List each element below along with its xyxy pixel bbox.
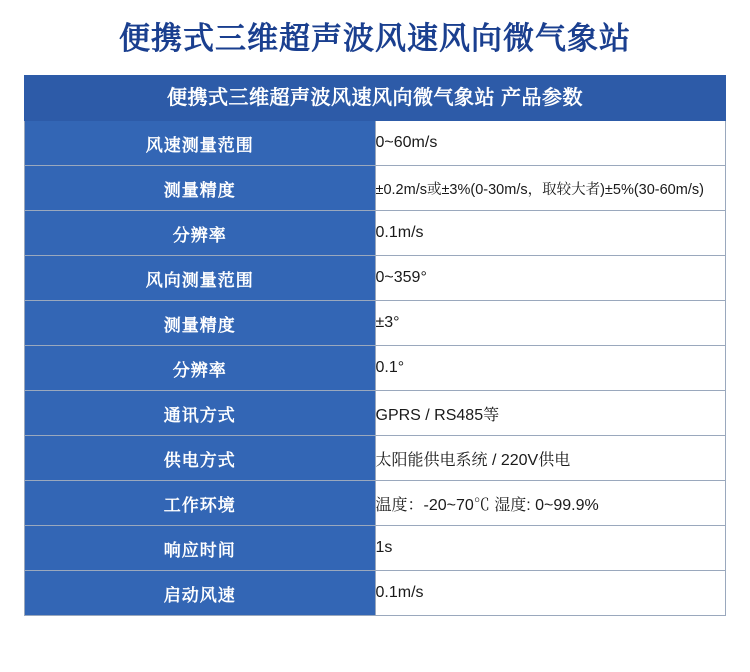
spec-value: GPRS / RS485等 [375,391,726,436]
table-header-row [25,76,726,121]
table-row [25,121,726,166]
spec-value: 温度：-20~70℃ 湿度: 0~99.9% [375,481,726,526]
spec-label: 分辨率 [25,211,376,256]
table-row [25,481,726,526]
spec-table-body [25,76,726,616]
table-row [25,346,726,391]
spec-label: 工作环境 [25,481,376,526]
spec-label: 响应时间 [25,526,376,571]
table-row [25,301,726,346]
spec-label: 风向测量范围 [25,256,376,301]
spec-value: 0~60m/s [375,121,726,166]
spec-value: ±0.2m/s或±3%(0-30m/s，取较大者)±5%(30-60m/s) [375,166,726,211]
page-title: 便携式三维超声波风速风向微气象站 [119,21,631,56]
table-row [25,166,726,211]
spec-label: 测量精度 [25,301,376,346]
spec-label: 风速测量范围 [25,121,376,166]
spec-value: 0.1m/s [375,211,726,256]
spec-label: 测量精度 [25,166,376,211]
spec-value: ±3° [375,301,726,346]
spec-value: 0.1m/s [375,571,726,616]
table-row [25,571,726,616]
spec-value: 太阳能供电系统 / 220V供电 [375,436,726,481]
spec-value: 1s [375,526,726,571]
table-row [25,436,726,481]
bottom-spacer [0,646,750,672]
spec-label: 分辨率 [25,346,376,391]
table-row [25,211,726,256]
spec-value: 0.1° [375,346,726,391]
table-row [25,526,726,571]
table-row [25,256,726,301]
spec-label: 通讯方式 [25,391,376,436]
spec-label: 启动风速 [25,571,376,616]
specification-table [24,75,726,616]
table-row [25,391,726,436]
spec-value: 0~359° [375,256,726,301]
spec-label: 供电方式 [25,436,376,481]
spec-table-header: 便携式三维超声波风速风向微气象站 产品参数 [25,76,726,121]
